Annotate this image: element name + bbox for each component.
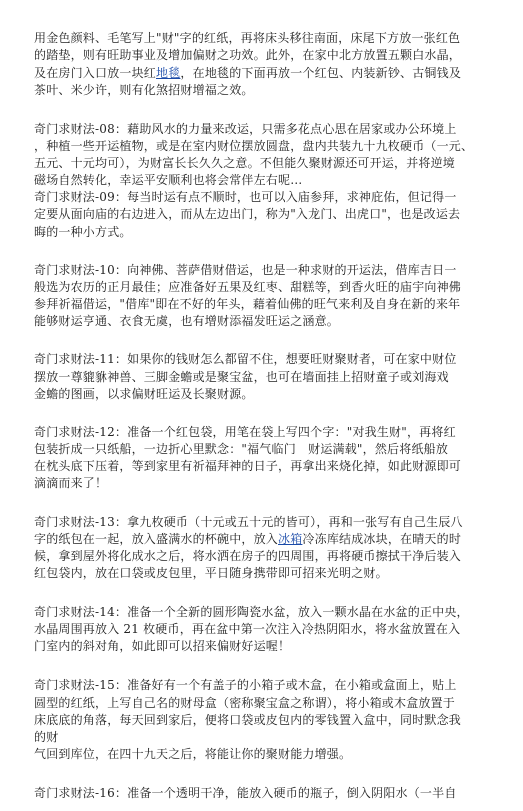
text-segment: ，种植一些开运植物，或是在室内财位摆放圆盘，盘内共装九十九枚硬币（一元、 xyxy=(34,139,474,153)
text-line xyxy=(34,622,460,636)
text-line xyxy=(34,156,455,170)
text-line xyxy=(34,207,460,221)
text-segment: 般选为农历的正月最佳；应准备好五果及红枣、甜糕等，到香火旺的庙宇向神佛 xyxy=(34,280,462,294)
text-line xyxy=(34,532,461,546)
text-segment: 圆型的红纸，上写自己名的财母盒（密称聚宝盒之称谓），将小箱或木盒放置于 xyxy=(34,696,456,710)
text-line xyxy=(34,566,388,580)
text-line xyxy=(34,459,461,473)
text-line xyxy=(34,173,302,187)
text-line xyxy=(34,387,254,401)
text-line xyxy=(34,730,58,744)
text-segment: 奇门求财法-16：准备一个透明干净，能放入硬币的瓶子，倒入阴阳水（一半自 xyxy=(34,786,457,800)
text-segment: 奇门求财法-13：拿九枚硬币（十元或五十元的皆可），再和一张写有自己生辰八 xyxy=(34,515,463,529)
text-line xyxy=(34,786,457,800)
text-segment: 床底底的角落，每天回到家后，便将口袋或皮包内的零钱置入盒中，同时默念我 xyxy=(34,713,462,727)
text-segment: 候，拿到屋外将化成水之后，将水洒在房子的四周围，再将硬币擦拭干净后装入 xyxy=(34,549,462,563)
text-segment: 参拜祈福借运，"借库"即在不好的年头，藉着仙佛的旺气来利及自身在新的来年 xyxy=(34,297,461,311)
text-segment: 及在房门入口放一块红 xyxy=(34,66,157,80)
text-line xyxy=(34,122,457,136)
text-segment: 气回到库位，在四十九天之后，将能让你的聚财能力增强。 xyxy=(34,747,352,761)
text-line xyxy=(34,476,107,490)
text-segment: 包装折成一只纸船，一边折心里默念："福气临门 财运满载"，然后将纸船放 xyxy=(34,442,449,456)
text-line xyxy=(34,48,461,62)
text-line xyxy=(34,515,463,529)
text-segment: 奇门求财法-11：如果你的钱财怎么都留不住，想要旺财聚财者，可在家中财位 xyxy=(34,352,457,366)
text-line xyxy=(34,31,460,45)
keyword-link[interactable]: 地毯 xyxy=(156,66,181,80)
text-segment: 的财 xyxy=(34,730,59,744)
text-segment: 奇门求财法-15：准备好有一个有盖子的小箱子或木盒，在小箱或盒面上，贴上 xyxy=(34,678,457,692)
text-segment: ，在地毯的下面再放一个红包、内装新钞、古铜钱及 xyxy=(180,66,462,80)
text-line xyxy=(34,352,457,366)
text-line xyxy=(34,225,132,239)
text-segment: 滴滴而来了！ xyxy=(34,476,108,490)
text-line xyxy=(34,747,351,761)
text-segment: 奇门求财法-10：向神佛、菩萨借财借运，也是一种求财的开运法，借库吉日一 xyxy=(34,263,457,277)
text-segment: 奇门求财法-08：藉助风水的力量来改运，只需多花点心思在居家或办公环境上 xyxy=(34,122,457,136)
text-segment: 奇门求财法-09：每当时运有点不顺时，也可以入庙参拜，求神庇佑，但记得一 xyxy=(34,190,457,204)
text-line xyxy=(34,263,457,277)
text-line xyxy=(34,280,461,294)
text-segment: 定要从面向庙的右边进入，而从左边出门，称为"入龙门、出虎口"，也是改运去 xyxy=(34,207,461,221)
text-line xyxy=(34,713,461,727)
text-line xyxy=(34,83,254,97)
text-line xyxy=(34,297,460,311)
text-line xyxy=(34,696,455,710)
text-segment: 奇门求财法-12：准备一个红包袋，用笔在袋上写四个字："对我生财"，再将红 xyxy=(34,425,456,439)
text-segment: 磁场自然转化，幸运平安顺利也将会常伴左右呢… xyxy=(34,173,303,187)
text-line xyxy=(34,678,457,692)
text-segment: 奇门求财法-14：准备一个全新的圆形陶瓷水盆，放入一颗水晶在水盆的正中央， xyxy=(34,605,469,619)
text-segment: 能够财运亨通、衣食无虞，也有增财添福发旺运之涵意。 xyxy=(34,314,340,328)
text-segment: 字的纸包在一起，放入盛满水的杯碗中，放入 xyxy=(34,532,279,546)
text-line xyxy=(34,639,290,653)
text-segment: 金蟾的图画，以求偏财旺运及长聚财源。 xyxy=(34,387,254,401)
text-line xyxy=(34,605,469,619)
text-line xyxy=(34,139,473,153)
text-line xyxy=(34,442,448,456)
text-line xyxy=(34,314,339,328)
text-line xyxy=(34,66,461,80)
text-segment: 晦的一种小方式。 xyxy=(34,225,132,239)
text-segment: 水晶周围再放入 21 枚硬币，再在盆中第一次注入冷热阴阳水，将水盆放置在入 xyxy=(34,622,461,636)
text-line xyxy=(34,370,449,384)
text-segment: 红包袋内，放在口袋或皮包里，平日随身携带即可招来光明之财。 xyxy=(34,566,388,580)
text-segment: 冷冻库结成冰块，在晴天的时 xyxy=(302,532,462,546)
text-segment: 在枕头底下压着，等到家里有祈福拜神的日子，再拿出来烧化掉，如此财源即可 xyxy=(34,459,462,473)
text-segment: 的踏垫，则有旺助事业及增加偏财之功效。此外，在家中北方放置五颗白水晶， xyxy=(34,48,462,62)
text-line xyxy=(34,190,457,204)
text-segment: 五元、十元均可），为财富长长久久之意。不但能久聚财源还可开运，并将逆境 xyxy=(34,156,456,170)
text-segment: 茶叶、米少许，则有化煞招财增福之效。 xyxy=(34,83,254,97)
text-segment: 用金色颜料、毛笔写上"财"字的红纸，再将床头移往南面，床尾下方放一张红色 xyxy=(34,31,461,45)
keyword-link[interactable]: 冰箱 xyxy=(278,532,303,546)
text-segment: 摆放一尊貔貅神兽、三脚金蟾或是聚宝盆，也可在墙面挂上招财童子或刘海戏 xyxy=(34,370,449,384)
text-line xyxy=(34,549,461,563)
text-line xyxy=(34,425,456,439)
text-segment: 门室内的斜对角，如此即可以招来偏财好运喔！ xyxy=(34,639,291,653)
